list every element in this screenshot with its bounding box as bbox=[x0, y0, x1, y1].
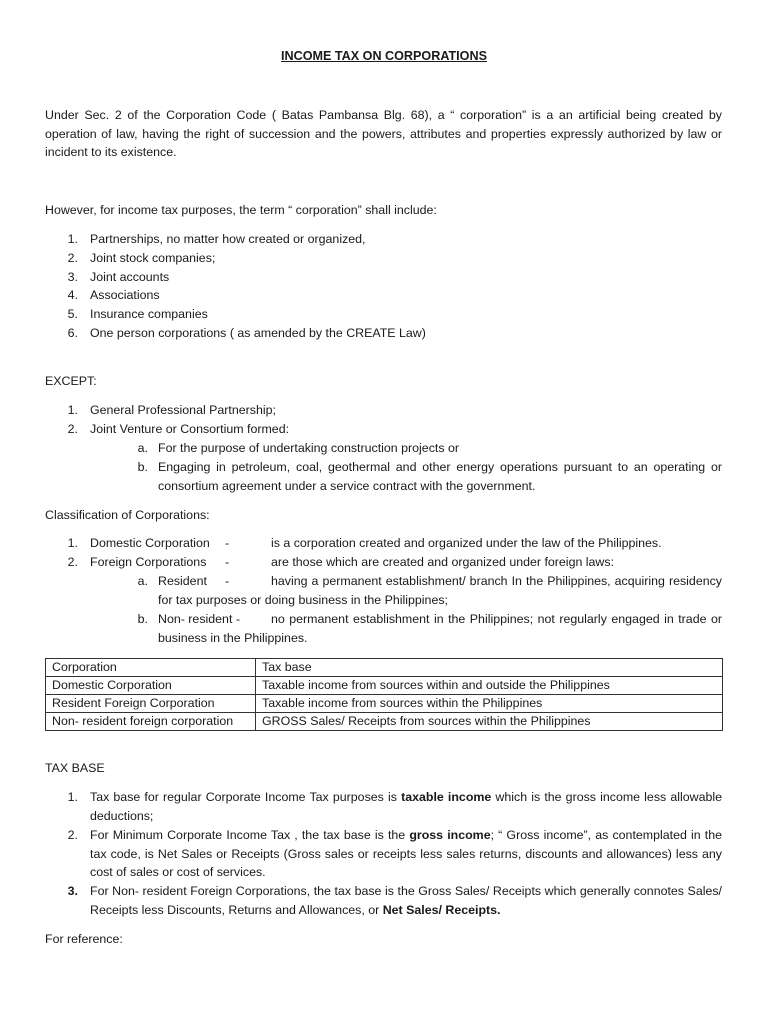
table-cell: Resident Foreign Corporation bbox=[46, 695, 256, 713]
for-reference: For reference: bbox=[45, 932, 123, 946]
list-number: 2. bbox=[67, 555, 78, 569]
list-item bbox=[90, 882, 722, 919]
text-run: ; “ Gross income”, as contemplated in the tax code, is Net Sales or Receipts (Gross sales or receipts less sales returns, discounts and allowances) less any cost of sales or cost of services. bbox=[90, 828, 722, 880]
list-number: 2. bbox=[67, 828, 78, 842]
list-item: General Professional Partnership; bbox=[90, 403, 276, 417]
text-run: For Non- resident Foreign Corporations, the tax base is the Gross Sales/ Receipts which generally connotes Sales/ Receipts less Discounts, Returns and Allowances, or bbox=[90, 884, 722, 917]
however-paragraph: However, for income tax purposes, the term “ corporation” shall include: bbox=[45, 203, 437, 217]
classification-label: Domestic Corporation bbox=[90, 536, 210, 550]
except-heading: EXCEPT: bbox=[45, 374, 97, 388]
text-run: Tax base for regular Corporate Income Tax purposes is bbox=[90, 790, 402, 804]
list-number: 6. bbox=[67, 326, 78, 340]
bold-text: gross income bbox=[409, 828, 491, 842]
table-row bbox=[46, 677, 723, 695]
list-number: 1. bbox=[67, 232, 78, 246]
list-item bbox=[90, 788, 722, 825]
list-number: 3. bbox=[67, 270, 78, 284]
list-number: 1. bbox=[67, 403, 78, 417]
sublist-item: Engaging in petroleum, coal, geothermal and other energy operations pursuant to an operating or consortium agreement under a service contract with the government. bbox=[158, 460, 722, 493]
classification-label: Foreign Corporations bbox=[90, 555, 207, 569]
classification-dash: - bbox=[225, 536, 230, 550]
tax-base-table bbox=[45, 658, 723, 731]
list-item: Associations bbox=[90, 288, 160, 302]
list-number: 1. bbox=[67, 536, 78, 550]
classification-desc: are those which are created and organized under foreign laws: bbox=[271, 555, 615, 569]
table-cell: Taxable income from sources within the Philippines bbox=[256, 695, 723, 713]
list-item: Insurance companies bbox=[90, 307, 208, 321]
sublist-letter: a. bbox=[137, 441, 148, 455]
sublist-letter: a. bbox=[137, 574, 148, 588]
list-number: 1. bbox=[67, 790, 78, 804]
document-title: INCOME TAX ON CORPORATIONS bbox=[281, 49, 487, 63]
text-run: which is the gross income less allowable deductions; bbox=[90, 790, 723, 823]
bold-text: taxable income bbox=[401, 790, 492, 804]
table-cell: GROSS Sales/ Receipts from sources within the Philippines bbox=[256, 713, 723, 731]
list-number: 3. bbox=[67, 884, 78, 898]
sublist-label: Non- resident - bbox=[158, 612, 240, 626]
sublist-desc: having a permanent establishment/ branch In the Philippines, acquiring residency for tax purposes or doing business in the Philippines; bbox=[158, 574, 722, 607]
list-item: Joint accounts bbox=[90, 270, 170, 284]
sublist-letter: b. bbox=[137, 612, 148, 626]
classification-desc: is a corporation created and organized under the law of the Philippines. bbox=[271, 536, 662, 550]
list-item bbox=[90, 826, 722, 882]
sublist-dash: - bbox=[225, 574, 230, 588]
classification-dash: - bbox=[225, 555, 230, 569]
sublist-desc: no permanent establishment in the Philippines; not regularly engaged in trade or business in the Philippines. bbox=[158, 612, 722, 645]
list-number: 5. bbox=[67, 307, 78, 321]
table-cell: Non- resident foreign corporation bbox=[46, 713, 256, 731]
table-header-cell: Corporation bbox=[46, 659, 256, 677]
sublist-label: Resident bbox=[158, 574, 207, 588]
list-number: 4. bbox=[67, 288, 78, 302]
list-item: Joint stock companies; bbox=[90, 251, 216, 265]
bold-text: Net Sales/ Receipts. bbox=[382, 902, 501, 917]
table-cell: Taxable income from sources within and outside the Philippines bbox=[256, 677, 723, 695]
list-number: 2. bbox=[67, 422, 78, 436]
text-run: For Minimum Corporate Income Tax , the tax base is the bbox=[90, 828, 410, 842]
table-row bbox=[46, 713, 723, 731]
taxbase-heading: TAX BASE bbox=[45, 761, 105, 775]
sublist-letter: b. bbox=[137, 460, 148, 474]
list-number: 2. bbox=[67, 251, 78, 265]
intro-paragraph: Under Sec. 2 of the Corporation Code ( Batas Pambansa Blg. 68), a “ corporation” is a an artificial being created by operation of law, having the right of succession and the powers, attributes and properties expressly authorized by law or incident to its existence. bbox=[45, 108, 722, 160]
list-item: Joint Venture or Consortium formed: bbox=[90, 422, 290, 436]
table-header-cell: Tax base bbox=[256, 659, 723, 677]
classification-heading: Classification of Corporations: bbox=[45, 508, 210, 522]
list-item: Partnerships, no matter how created or organized, bbox=[90, 232, 366, 246]
table-row bbox=[46, 695, 723, 713]
list-item: One person corporations ( as amended by the CREATE Law) bbox=[90, 326, 426, 340]
table-cell: Domestic Corporation bbox=[46, 677, 256, 695]
table-header-row bbox=[46, 659, 723, 677]
sublist-item: For the purpose of undertaking construction projects or bbox=[158, 441, 459, 455]
